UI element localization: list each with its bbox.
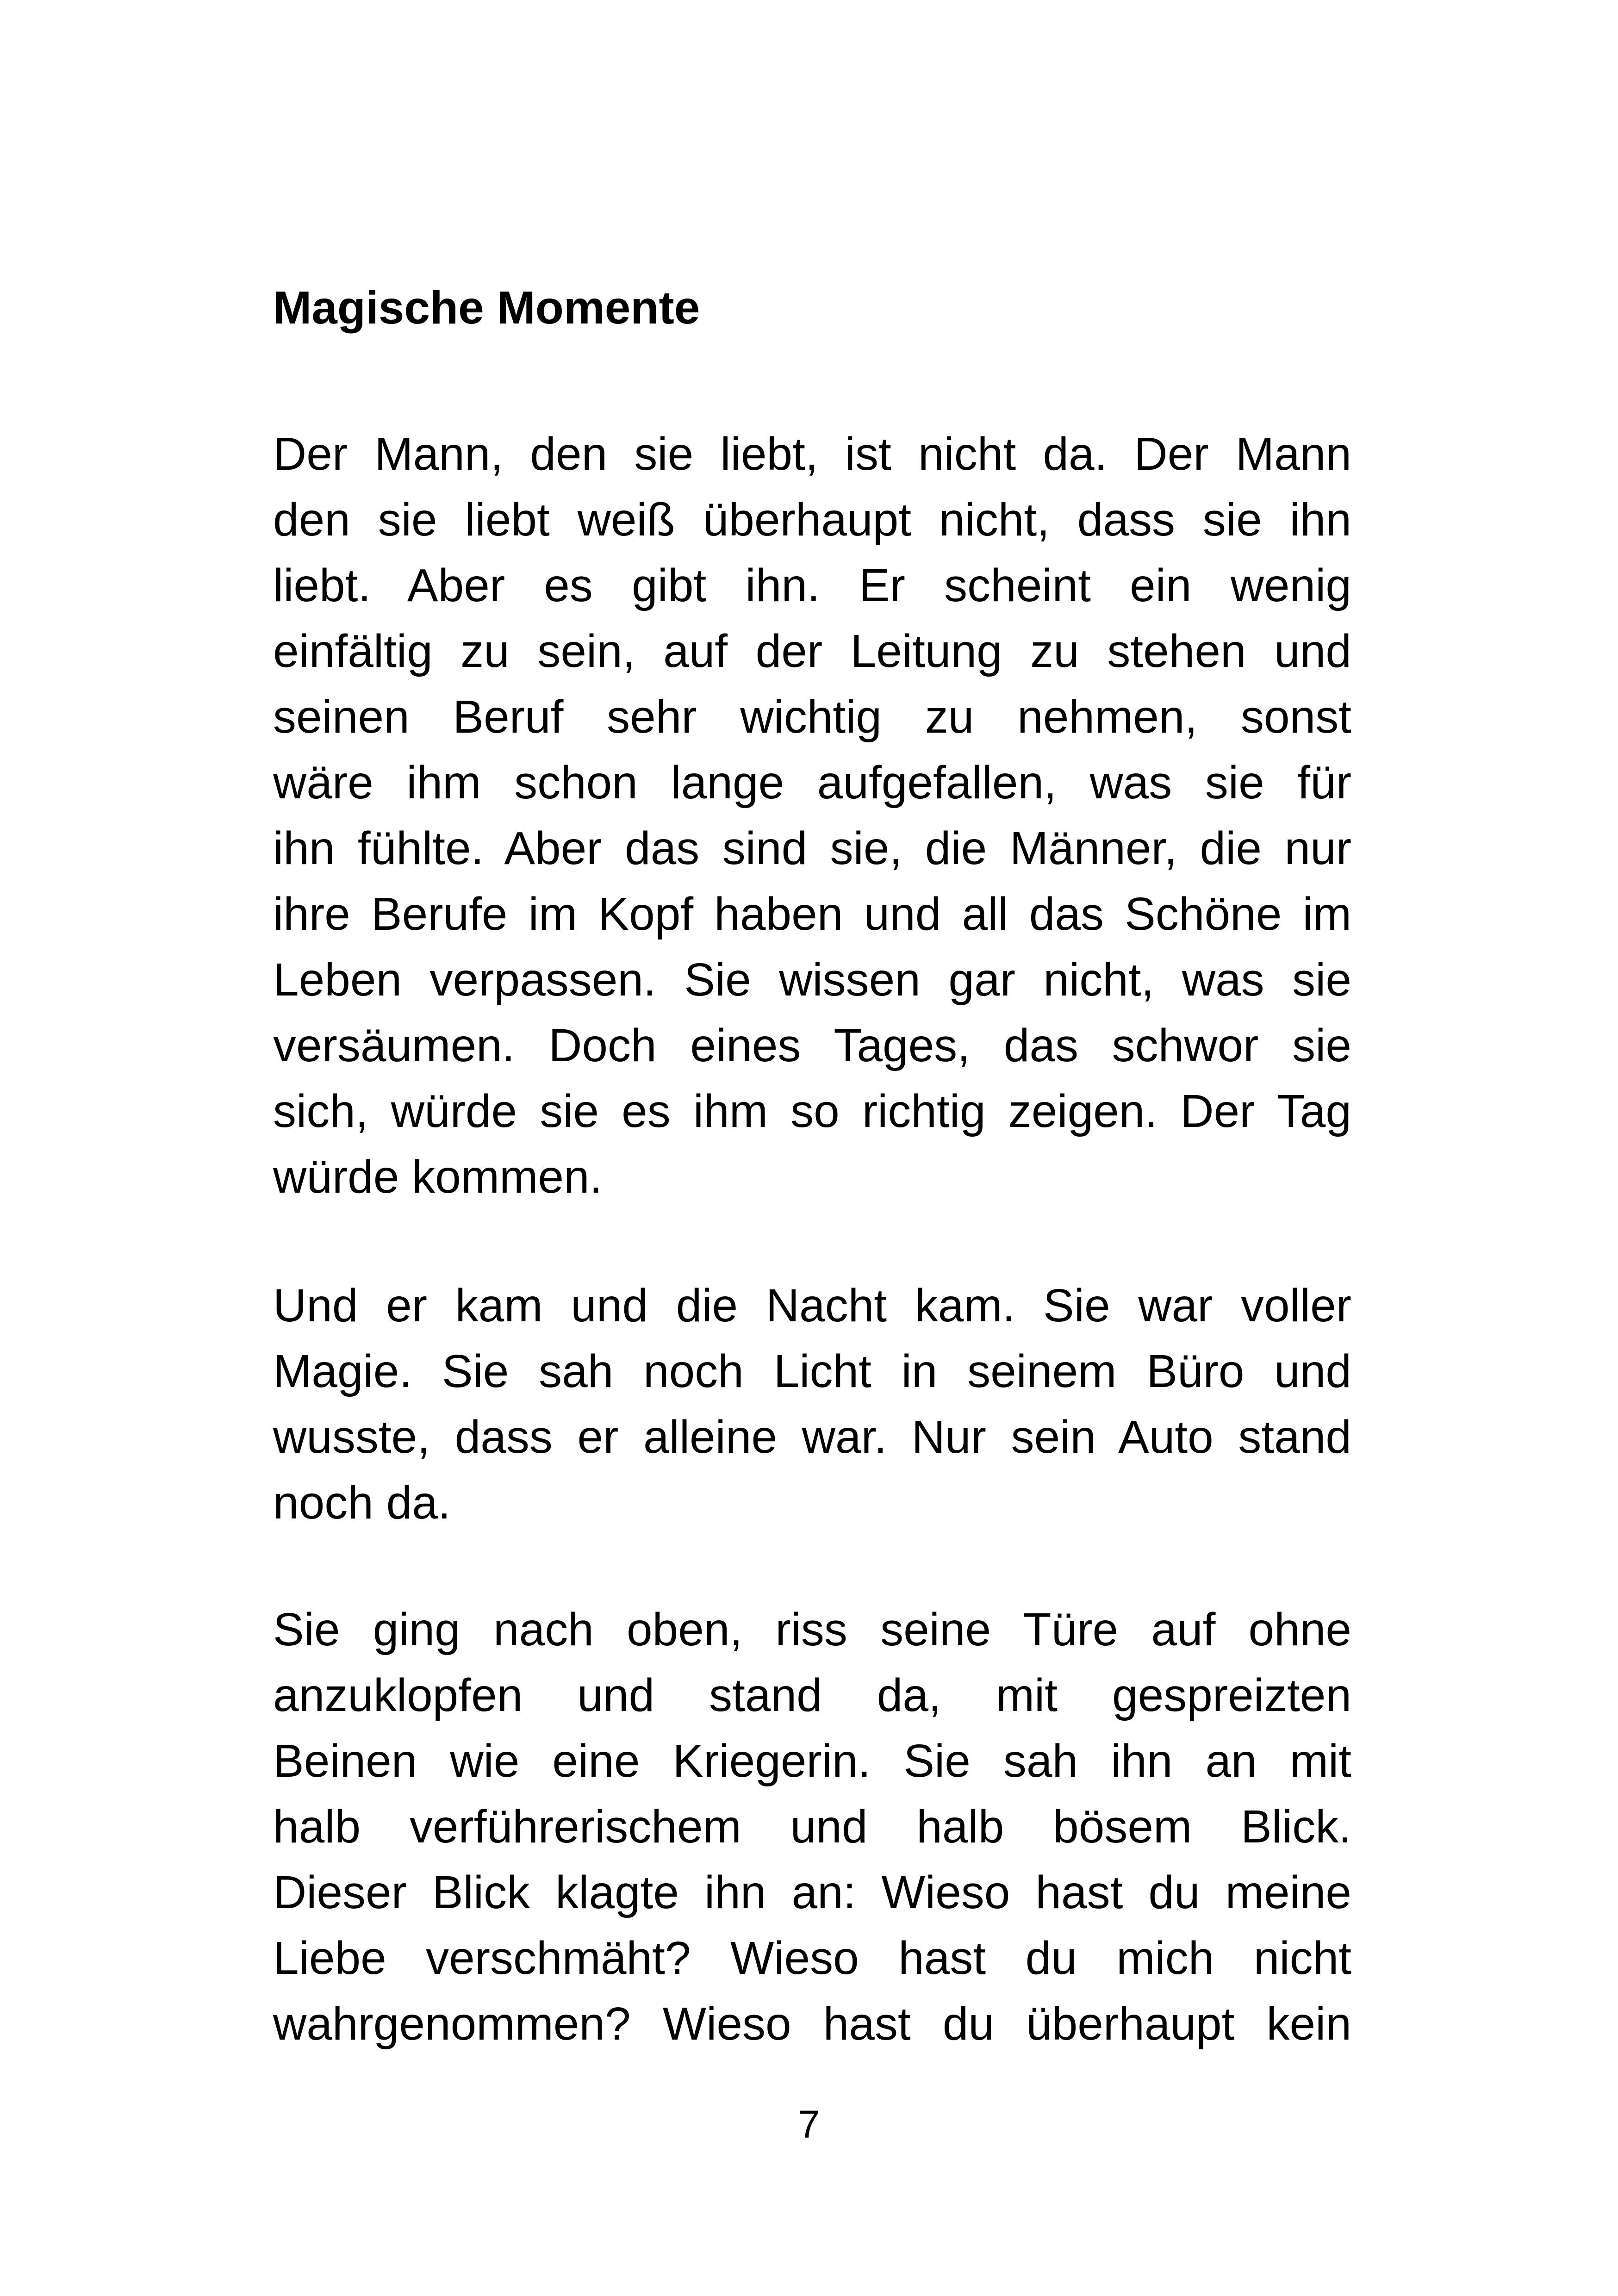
text-line: Beinen wie eine Kriegerin. Sie sah ihn an mit [273, 1735, 1351, 1787]
text-line: versäumen. Doch eines Tages, das schwor sie [273, 1020, 1351, 1071]
text-line: anzuklopfen und stand da, mit gespreizten [273, 1669, 1351, 1721]
paragraph [273, 1597, 1351, 2057]
text-line: sich, würde sie es ihm so richtig zeigen. Der Tag [273, 1085, 1351, 1137]
text-line: Magie. Sie sah noch Licht in seinem Büro und [273, 1345, 1351, 1397]
text-line: ihn fühlte. Aber das sind sie, die Männer, die nur [273, 822, 1351, 874]
chapter-title: Magische Momente [273, 282, 700, 334]
text-line: würde kommen. [273, 1151, 603, 1203]
text-line: Dieser Blick klagte ihn an: Wieso hast du meine [273, 1867, 1351, 1918]
text-line: Der Mann, den sie liebt, ist nicht da. Der Mann [273, 428, 1351, 480]
text-line: wahrgenommen? Wieso hast du überhaupt kein [273, 1998, 1351, 2050]
text-line: Sie ging nach oben, riss seine Türe auf ohne [273, 1604, 1351, 1655]
text-line: wusste, dass er alleine war. Nur sein Auto stand [273, 1411, 1351, 1463]
text-line: Und er kam und die Nacht kam. Sie war voller [273, 1280, 1351, 1332]
text-line: einfältig zu sein, auf der Leitung zu stehen und [273, 625, 1351, 677]
text-line: noch da. [273, 1477, 451, 1529]
paragraph [273, 421, 1351, 1210]
text-line: Liebe verschmäht? Wieso hast du mich nicht [273, 1932, 1351, 1984]
text-line: Leben verpassen. Sie wissen gar nicht, was sie [273, 954, 1351, 1006]
text-line: den sie liebt weiß überhaupt nicht, dass sie ihn [273, 494, 1351, 546]
paragraph [273, 1273, 1351, 1536]
page-number: 7 [798, 2103, 820, 2146]
text-line: wäre ihm schon lange aufgefallen, was sie für [273, 757, 1351, 809]
text-line: seinen Beruf sehr wichtig zu nehmen, sonst [273, 691, 1351, 743]
text-line: liebt. Aber es gibt ihn. Er scheint ein wenig [273, 560, 1351, 611]
text-line: ihre Berufe im Kopf haben und all das Schöne im [273, 888, 1351, 940]
text-line: halb verführerischem und halb bösem Blick. [273, 1801, 1351, 1853]
